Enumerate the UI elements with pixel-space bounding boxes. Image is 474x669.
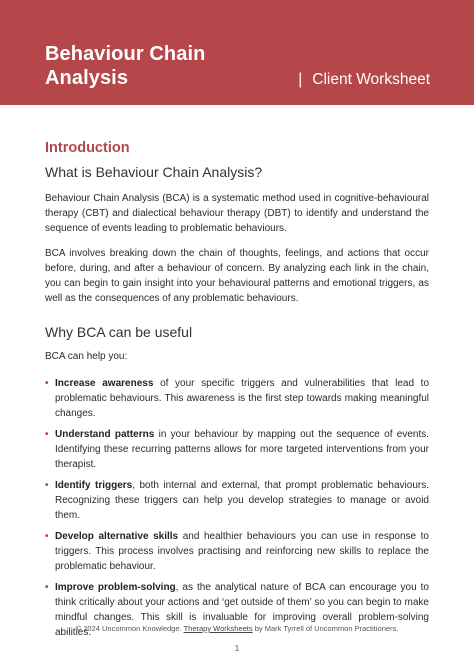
- list-item: [45, 376, 429, 421]
- subtitle-text: Client Worksheet: [312, 71, 430, 88]
- list-item-text: and healthier behaviours you can use in response to triggers. This process involves practising and reinforcing new skills to replace the problematic behaviour.: [55, 531, 429, 572]
- list-item-text: of your specific triggers and vulnerabilities that lead to problematic behaviours. This awareness is the first step towards making meaningful changes.: [55, 378, 430, 419]
- bullet-icon: •: [45, 378, 49, 389]
- list-item-text: , as the analytical nature of BCA can encourage you to think critically about your actions and ‘get outside of them’ so you can begin to make mindful changes. This skill is invaluable for improving overall problem-solving abilities.: [55, 582, 429, 638]
- benefits-list: [45, 376, 429, 640]
- section-label-introduction: Introduction: [45, 140, 130, 156]
- worksheet-subtitle: [298, 71, 430, 89]
- header-banner: [0, 0, 474, 105]
- footer-suffix: by Mark Tyrrell of Uncommon Practitioners.: [252, 624, 399, 633]
- footer-prefix: © 2024 Uncommon Knowledge.: [75, 624, 184, 633]
- footer-credit: [0, 624, 474, 633]
- therapy-worksheets-link[interactable]: Therapy Worksheets: [183, 624, 253, 633]
- list-item-term: Identify triggers: [55, 480, 133, 491]
- page-number: 1: [234, 644, 240, 653]
- list-item-text: , both internal and external, that prompt problematic behaviours. Recognizing these triggers can help you develop strategies to manage or avoid them.: [55, 480, 429, 521]
- subheading-why-bca: Why BCA can be useful: [45, 324, 193, 340]
- main-content: [45, 139, 429, 646]
- subheading-what-is-bca: What is Behaviour Chain Analysis?: [45, 164, 263, 180]
- list-item-term: Develop alternative skills: [55, 531, 179, 542]
- worksheet-title: Behaviour Chain Analysis: [45, 43, 206, 89]
- intro-paragraph-1: Behaviour Chain Analysis (BCA) is a systematic method used in cognitive-behavioural therapy (CBT) and dialectical behaviour therapy (DBT) to identify and understand the sequence of events leading to problematic behaviours.: [45, 193, 429, 234]
- list-item-term: Improve problem-solving: [55, 582, 176, 593]
- list-item-term: Understand patterns: [55, 429, 155, 440]
- list-item: [45, 427, 429, 472]
- intro-paragraph-2: BCA involves breaking down the chain of thoughts, feelings, and actions that occur before, during, and after a behaviour of concern. By analyzing each link in the chain, you can begin to gain insight into your behavioural patterns and emotional triggers, as well as the consequences of any problematic behaviours.: [45, 248, 429, 304]
- list-item: [45, 529, 429, 574]
- bullet-icon: •: [45, 582, 49, 593]
- bullet-icon: •: [45, 480, 49, 491]
- list-item-text: in your behaviour by mapping out the sequence of events. Identifying these recurring patterns allows for more targeted interventions from your therapist.: [55, 429, 429, 470]
- bullet-icon: •: [45, 531, 49, 542]
- header-separator: |: [298, 71, 303, 88]
- why-lead-text: BCA can help you:: [45, 351, 128, 362]
- list-item: [45, 478, 429, 523]
- bullet-icon: •: [45, 429, 49, 440]
- list-item-term: Increase awareness: [55, 378, 154, 389]
